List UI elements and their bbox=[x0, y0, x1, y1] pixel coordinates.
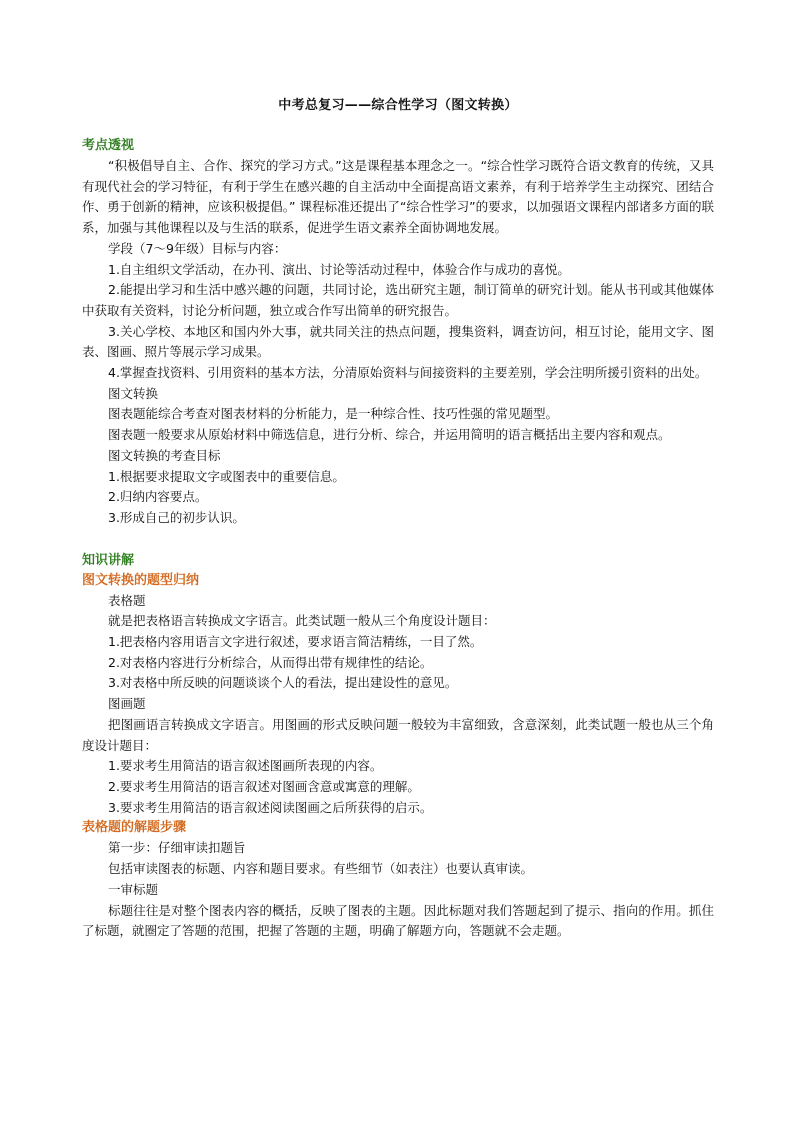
document-page bbox=[82, 96, 714, 942]
tuwen-label: 图文转换 bbox=[108, 385, 159, 401]
table-desc: 就是把表格语言转换成文字语言。此类试题一般从三个角度设计题目： bbox=[108, 613, 496, 629]
goal-item: 3.关心学校、本地区和国内外大事，就共同关注的热点问题，搜集资料，调查访问，相互讨论，能用文字、图表、图画、照片等展示学习成果。 bbox=[82, 323, 714, 360]
step1-label: 第一步：仔细审读扣题旨 bbox=[108, 840, 246, 856]
goal-item: 4.掌握查找资料、引用资料的基本方法，分清原始资料与间接资料的主要差别，学会注明所援引资料的出处。 bbox=[108, 365, 708, 381]
picture-item: 2.要求考生用简洁的语言叙述对图画含意或寓意的理解。 bbox=[108, 778, 420, 794]
table-item: 3.对表格中所反映的问题谈谈个人的看法，提出建设性的意见。 bbox=[108, 675, 458, 691]
picture-item: 1.要求考生用简洁的语言叙述图画所表现的内容。 bbox=[108, 758, 383, 774]
intro-paragraph: “积极倡导自主、合作、探究的学习方式。”这是课程基本理念之一。“综合性学习既符合语文教育的传统，又具有现代社会的学习特征，有利于学生在感兴趣的自主活动中全面提高语文素养，有利于培养学生主动探究、团结合作、勇于创新的精神，应该积极提倡。” 课程标准还提出了“综合性学习”的要求，以加强语文课程内部诸多方面的联系，加强与其他课程以及与生活的联系，促进学生语文素养全面协调地发展。 bbox=[82, 158, 714, 236]
picture-desc: 把图画语言转换成文字语言。用图画的形式反映问题一般较为丰富细致，含意深刻，此类试题一般也从三个角度设计题目： bbox=[82, 716, 714, 753]
table-item: 2.对表格内容进行分析综合，从而得出带有规律性的结论。 bbox=[108, 654, 433, 670]
goal-item: 1.自主组织文学活动，在办刊、演出、讨论等活动过程中，体验合作与成功的喜悦。 bbox=[108, 261, 570, 277]
step1-sub-desc: 标题往往是对整个图表内容的概括，反映了图表的主题。因此标题对我们答题起到了提示、指向的作用。抓住了标题，就圈定了答题的范围，把握了答题的主题，明确了解题方向，答题就不会走题。 bbox=[82, 902, 714, 939]
table-item: 1.把表格内容用语言文字进行叙述，要求语言简洁精练，一目了然。 bbox=[108, 634, 483, 650]
subheading-buzhou: 表格题的解题步骤 bbox=[82, 820, 187, 836]
target-item: 2.归纳内容要点。 bbox=[108, 489, 208, 505]
goal-item: 2.能提出学习和生活中感兴趣的问题，共同讨论，选出研究主题，制订简单的研究计划。能从书刊或其他媒体中获取有关资料，讨论分析问题，独立或合作写出简单的研究报告。 bbox=[82, 282, 714, 318]
subheading-tixing: 图文转换的题型归纳 bbox=[82, 572, 200, 588]
picture-label: 图画题 bbox=[108, 696, 146, 712]
picture-item: 3.要求考生用简洁的语言叙述阅读图画之后所获得的启示。 bbox=[108, 799, 433, 815]
step1-sub-label: 一审标题 bbox=[108, 881, 159, 897]
target-item: 1.根据要求提取文字或图表中的重要信息。 bbox=[108, 468, 345, 484]
step1-desc: 包括审读图表的标题、内容和题目要求。有些细节（如表注）也要认真审读。 bbox=[108, 861, 534, 877]
tuwen-paragraph-2: 图表题一般要求从原始材料中筛选信息，进行分析、综合，并运用简明的语言概括出主要内容和观点。 bbox=[108, 427, 671, 443]
table-label: 表格题 bbox=[108, 592, 146, 608]
tuwen-paragraph-1: 图表题能综合考查对图表材料的分析能力，是一种综合性、技巧性强的常见题型。 bbox=[108, 406, 559, 422]
target-label: 图文转换的考查目标 bbox=[108, 447, 221, 463]
section-gap bbox=[82, 529, 714, 551]
heading-kaodian: 考点透视 bbox=[82, 138, 135, 153]
stage-label: 学段（7～9年级）目标与内容： bbox=[108, 240, 287, 256]
target-item: 3.形成自己的初步认识。 bbox=[108, 509, 245, 525]
heading-zhishi: 知识讲解 bbox=[82, 552, 135, 568]
document-title: 中考总复习——综合性学习（图文转换） bbox=[278, 98, 518, 113]
